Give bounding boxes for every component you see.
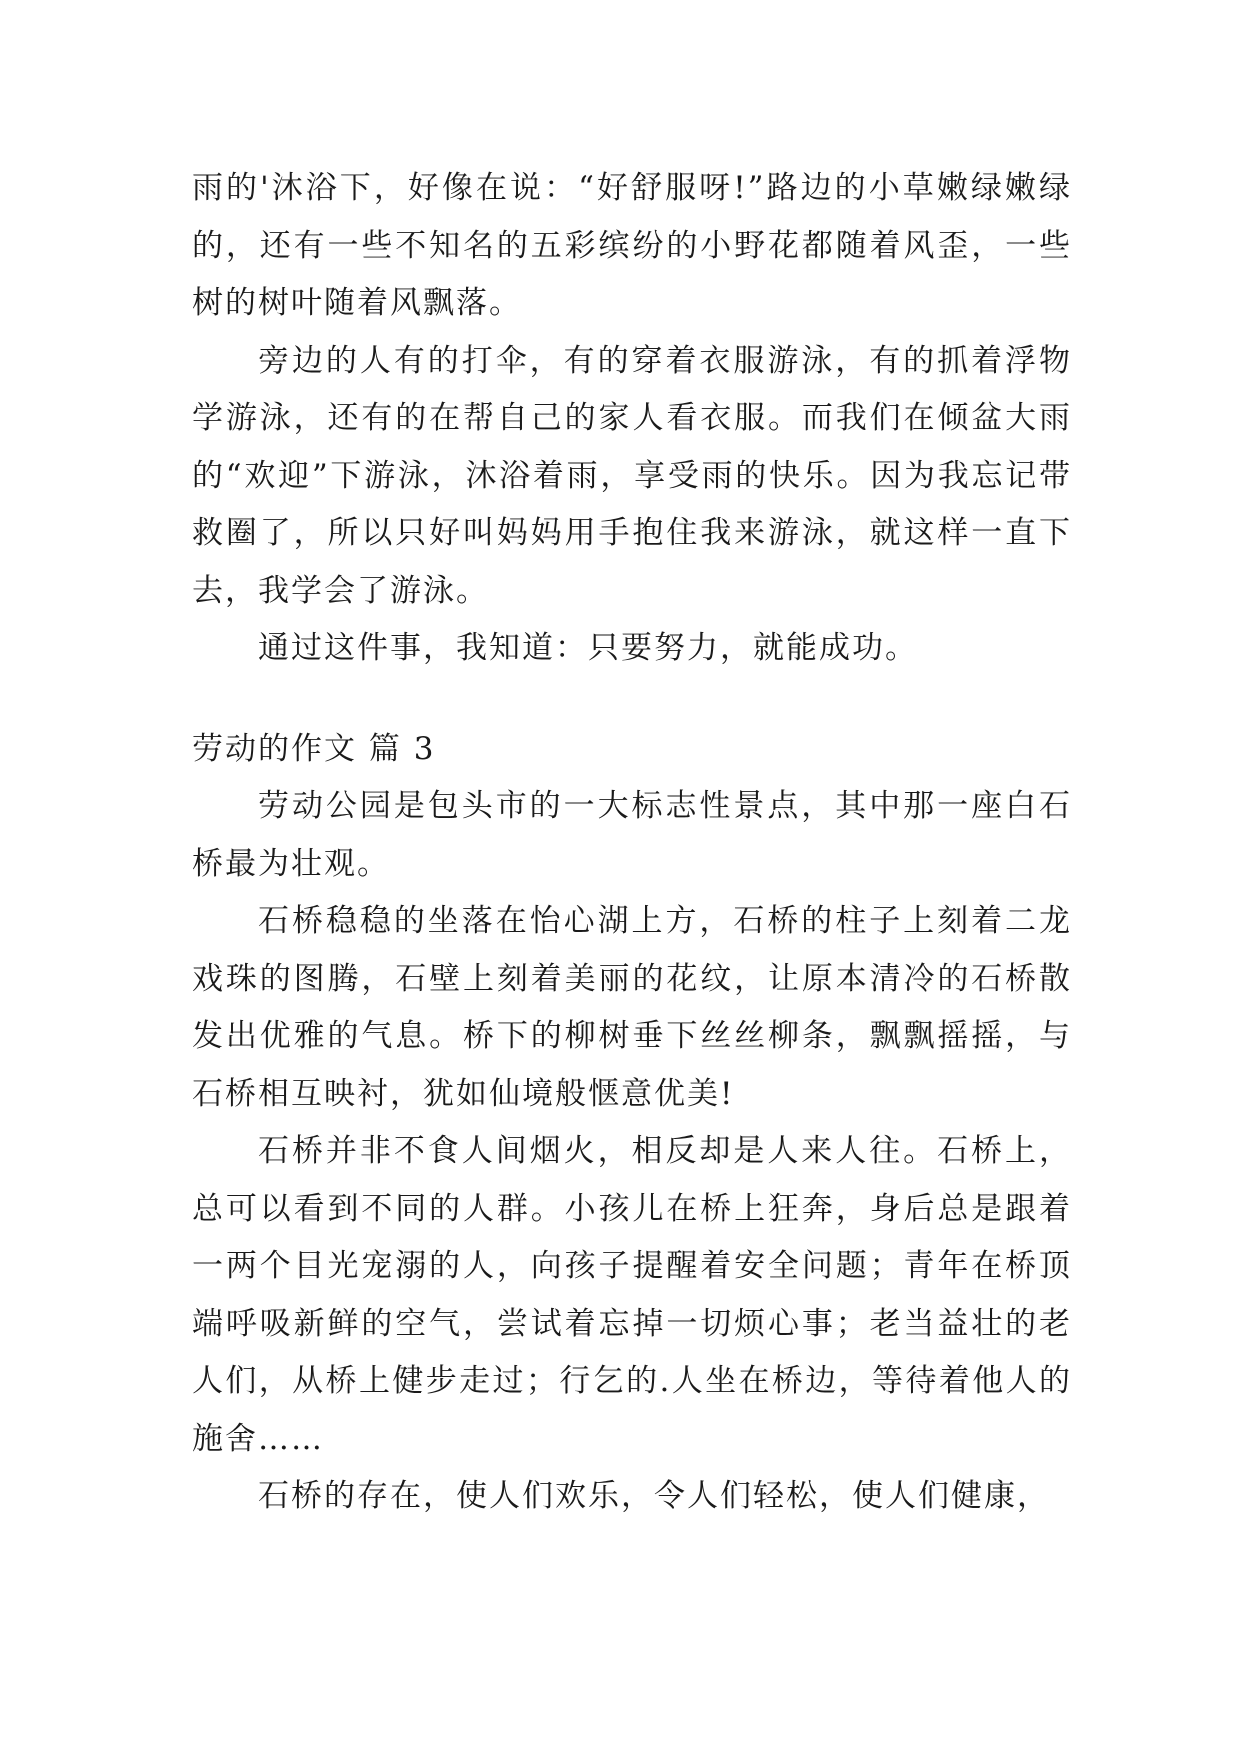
paragraph-swimming: 旁边的人有的打伞，有的穿着衣服游泳，有的抓着浮物学游泳，还有的在帮自己的家人看衣服。而我们在倾盆大雨的“欢迎”下游泳，沐浴着雨，享受雨的快乐。因为我忘记带救圈了，所以只好叫妈妈用手抱住我来游泳，就这样一直下去，我学会了游泳。 [192,342,1072,609]
paragraph-conclusion: 通过这件事，我知道：只要努力，就能成功。 [258,630,918,666]
section-heading: 劳动的作文 篇 3 [192,730,436,767]
paragraph-rain-scene: 雨的'沐浴下，好像在说：“好舒服呀!”路边的小草嫩绿嫩绿的，还有一些不知名的五彩缤纷的小野花都随着风歪，一些树的树叶随着风飘落。 [192,170,1072,321]
document-page [192,160,1072,1526]
paragraph-bridge-description: 石桥稳稳的坐落在怡心湖上方，石桥的柱子上刻着二龙戏珠的图腾，石壁上刻着美丽的花纹，让原本清冷的石桥散发出优雅的气息。桥下的柳树垂下丝丝柳条，飘飘摇摇，与石桥相互映衬，犹如仙境般惬意优美! [192,903,1072,1112]
paragraph-bridge-existence: 石桥的存在，使人们欢乐，令人们轻松，使人们健康， [258,1478,1050,1514]
paragraph-bridge-people: 石桥并非不食人间烟火，相反却是人来人往。石桥上，总可以看到不同的人群。小孩儿在桥上狂奔，身后总是跟着一两个目光宠溺的人，向孩子提醒着安全问题；青年在桥顶端呼吸新鲜的空气，尝试着忘掉一切烦心事；老当益壮的老人们，从桥上健步走过；行乞的.人坐在桥边，等待着他人的施舍…… [192,1133,1072,1457]
paragraph-park-intro: 劳动公园是包头市的一大标志性景点，其中那一座白石桥最为壮观。 [192,788,1072,882]
